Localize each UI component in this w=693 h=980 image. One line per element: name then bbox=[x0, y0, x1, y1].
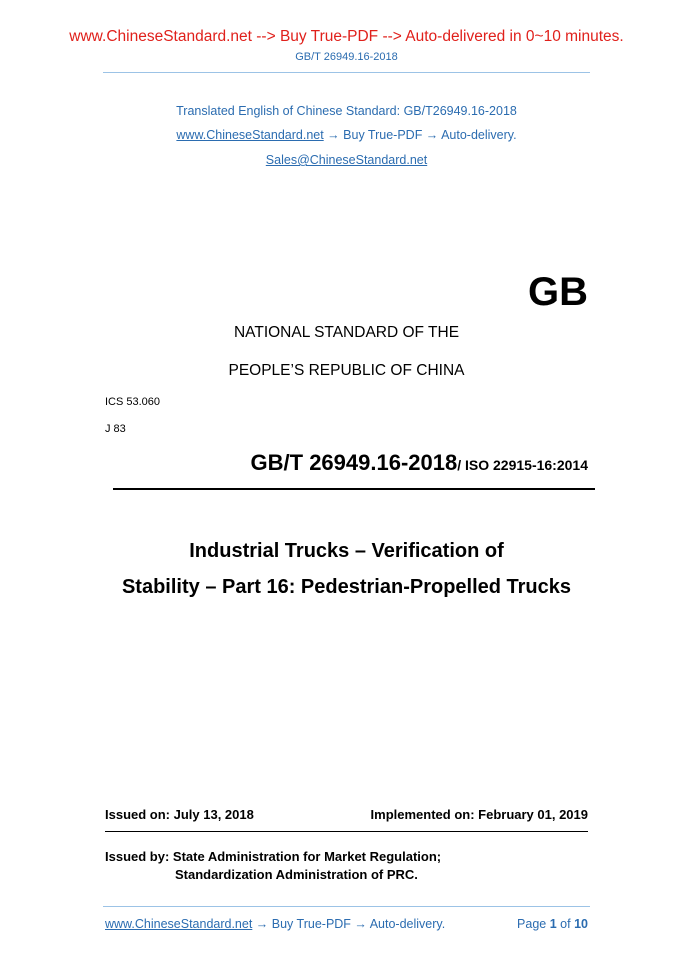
document-title-line2: Stability – Part 16: Pedestrian-Propelled Trucks bbox=[121, 576, 572, 598]
of-label: of bbox=[560, 917, 571, 931]
footer-divider bbox=[103, 906, 590, 907]
footer-buy-text: → Buy True-PDF → Auto-delivery. bbox=[252, 917, 446, 931]
gbt-number: GB/T 26949.16-2018 bbox=[250, 450, 458, 475]
buy-text: → Buy True-PDF → Auto-delivery. bbox=[323, 128, 517, 142]
national-standard-line2: PEOPLE’S REPUBLIC OF CHINA bbox=[228, 362, 465, 379]
ics-code: ICS 53.060 bbox=[105, 396, 161, 408]
gb-mark: GB bbox=[528, 270, 588, 314]
footer-link[interactable]: www.ChineseStandard.net bbox=[105, 917, 253, 931]
issued-by-line2: Standardization Administration of PRC. bbox=[175, 867, 418, 882]
header-standard-code: GB/T 26949.16-2018 bbox=[295, 51, 398, 63]
footer-left bbox=[105, 917, 445, 931]
email-line bbox=[0, 153, 693, 167]
standard-number bbox=[251, 450, 588, 476]
page-number: 1 bbox=[549, 917, 557, 931]
title-divider bbox=[113, 488, 595, 490]
issued-by-line1: Issued by: State Administration for Market Regulation; bbox=[105, 849, 442, 864]
top-banner[interactable]: www.ChineseStandard.net --> Buy True-PDF --> Auto-delivered in 0~10 minutes. bbox=[69, 28, 624, 45]
implemented-on: Implemented on: February 01, 2019 bbox=[370, 807, 588, 822]
page-indicator bbox=[517, 917, 588, 931]
iso-reference: / ISO 22915-16:2014 bbox=[457, 457, 588, 473]
page-label: Page bbox=[517, 917, 547, 931]
translation-line: Translated English of Chinese Standard: GB/T26949.16-2018 bbox=[176, 104, 517, 118]
issued-on: Issued on: July 13, 2018 bbox=[105, 807, 254, 822]
j-code: J 83 bbox=[105, 423, 126, 435]
page-total: 10 bbox=[574, 917, 588, 931]
national-standard-line1: NATIONAL STANDARD OF THE bbox=[233, 324, 460, 341]
document-title-line1: Industrial Trucks – Verification of bbox=[189, 540, 504, 562]
sales-email-link[interactable]: Sales@ChineseStandard.net bbox=[265, 153, 428, 167]
chinesestandard-link[interactable]: www.ChineseStandard.net bbox=[176, 128, 324, 142]
translation-link-line bbox=[0, 128, 693, 142]
header-divider bbox=[103, 72, 590, 73]
dates-divider bbox=[105, 831, 588, 832]
